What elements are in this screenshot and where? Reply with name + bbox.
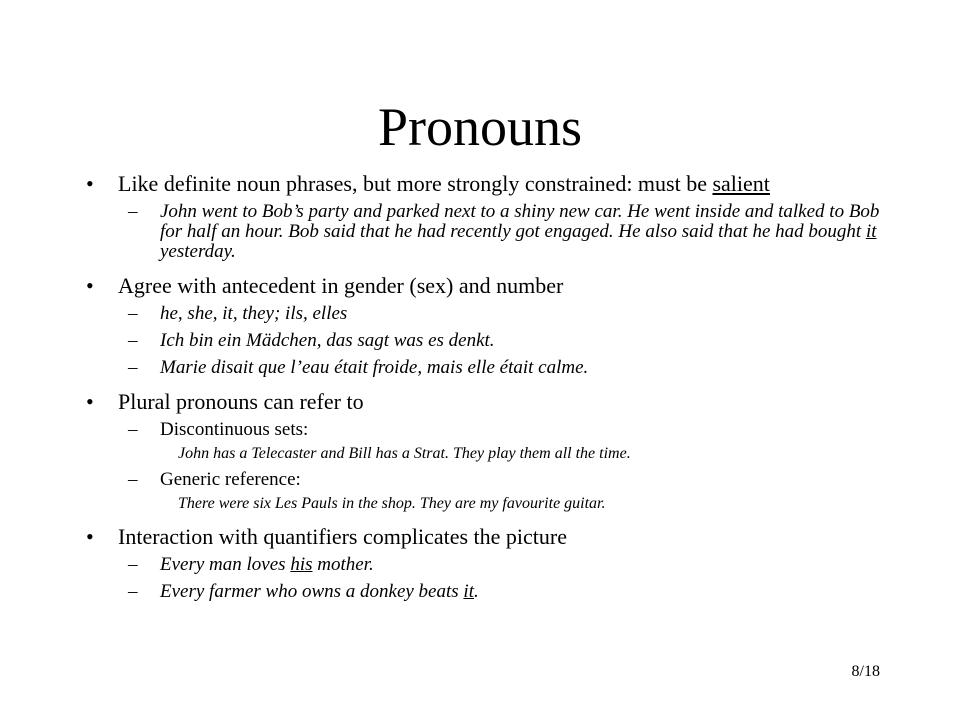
dash-icon: – — [128, 581, 138, 602]
sub-bullet-discontinuous — [86, 420, 886, 440]
dash-icon: – — [128, 357, 138, 378]
sub-bullet-text: Discontinuous sets: — [160, 419, 309, 440]
example-text: John went to Bob’s party and parked next to a shiny new car. He went inside and talked to Bob for half an hour. Bob said that he had recently got engaged. He also said that he had bought — [160, 201, 880, 242]
underlined-term: salient — [712, 171, 770, 196]
bullet-agreement — [86, 274, 886, 297]
bullet-plural — [86, 390, 886, 413]
example-agreement-1 — [86, 304, 886, 324]
dash-icon: – — [128, 330, 138, 351]
example-text: he, she, it, they; ils, elles — [160, 303, 348, 324]
example-agreement-2 — [86, 331, 886, 351]
dash-icon: – — [128, 469, 138, 490]
bullet-dot-icon: • — [86, 273, 94, 298]
dash-icon: – — [128, 201, 138, 222]
bullet-text: Like definite noun phrases, but more strongly constrained: must be — [118, 171, 713, 196]
bullet-dot-icon: • — [86, 171, 94, 196]
slide-content — [86, 172, 886, 602]
underlined-pronoun: it — [865, 221, 877, 242]
underlined-pronoun: it — [463, 581, 474, 602]
bullet-dot-icon: • — [86, 524, 94, 549]
example-discontinuous: John has a Telecaster and Bill has a Strat. They play them all the time. — [178, 445, 631, 462]
example-quantifier-1 — [86, 555, 886, 575]
page-number: 8/18 — [851, 663, 880, 680]
example-text: Every man loves — [160, 554, 291, 575]
sub-bullet-generic — [86, 470, 886, 490]
bullet-quantifiers — [86, 525, 886, 548]
example-agreement-3 — [86, 358, 886, 378]
bullet-text: Interaction with quantifiers complicates the picture — [118, 524, 568, 549]
example-text-end: mother. — [312, 554, 374, 575]
example-salience — [86, 202, 886, 262]
bullet-salient — [86, 172, 886, 195]
example-generic: There were six Les Pauls in the shop. They are my favourite guitar. — [178, 495, 606, 512]
bullet-text: Agree with antecedent in gender (sex) and number — [118, 273, 564, 298]
bullet-dot-icon: • — [86, 389, 94, 414]
dash-icon: – — [128, 303, 138, 324]
example-text-end: yesterday. — [160, 241, 236, 262]
slide-title: Pronouns — [377, 97, 583, 157]
example-quantifier-2 — [86, 582, 886, 602]
dash-icon: – — [128, 419, 138, 440]
example-text-end: . — [473, 581, 479, 602]
example-text: Marie disait que l’eau était froide, mais elle était calme. — [160, 357, 589, 378]
underlined-pronoun: his — [290, 554, 313, 575]
example-text: Every farmer who owns a donkey beats — [160, 581, 464, 602]
bullet-text: Plural pronouns can refer to — [118, 389, 364, 414]
dash-icon: – — [128, 554, 138, 575]
example-text: Ich bin ein Mädchen, das sagt was es denkt. — [160, 330, 495, 351]
sub-bullet-text: Generic reference: — [160, 469, 301, 490]
